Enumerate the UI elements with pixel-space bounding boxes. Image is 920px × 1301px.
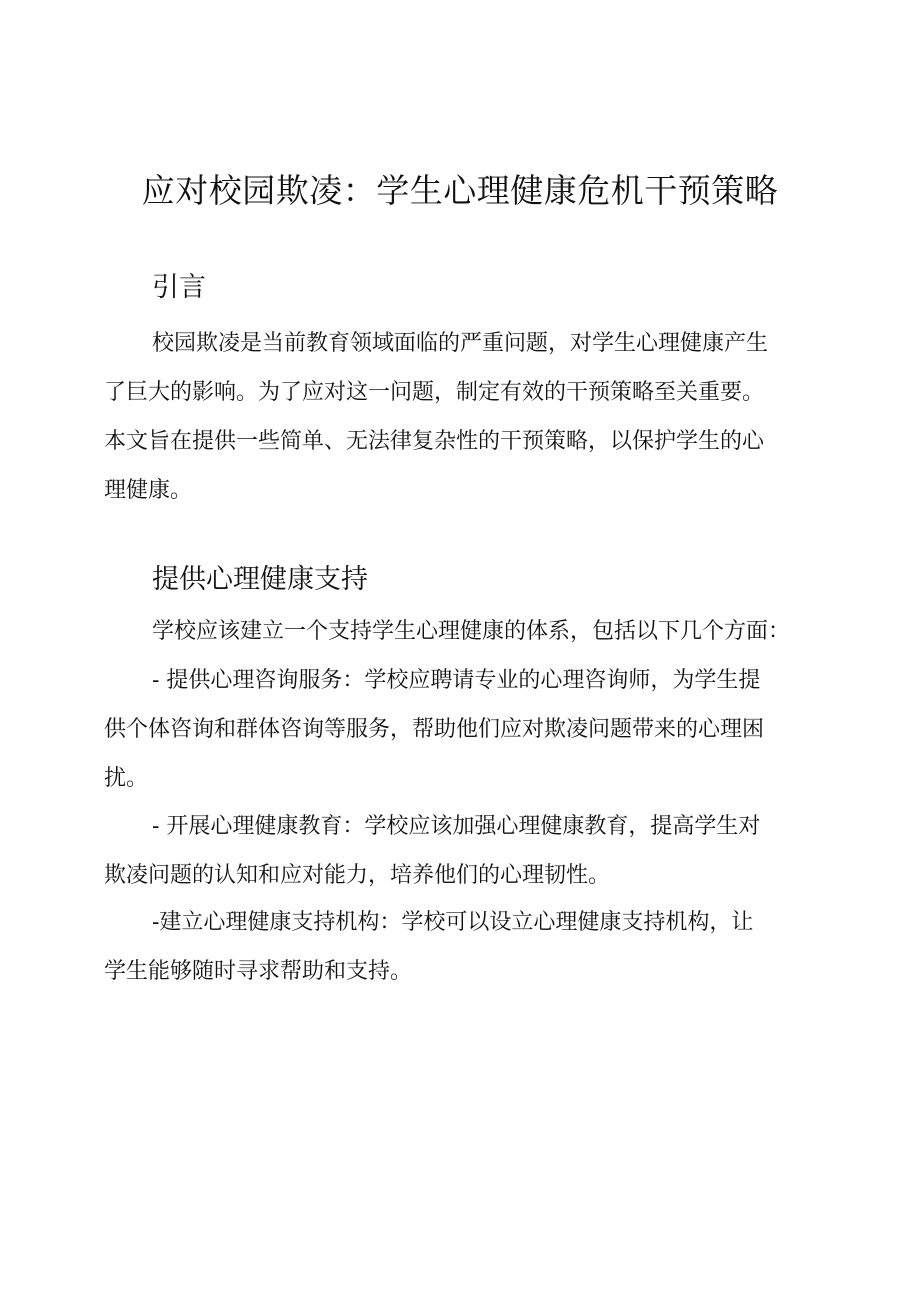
paragraph-line: 欺凌问题的认知和应对能力，培养他们的心理韧性。 xyxy=(104,863,611,888)
list-item-support-institution xyxy=(104,898,824,996)
list-item-counseling xyxy=(104,656,824,803)
paragraph-line: 了巨大的影响。为了应对这一问题，制定有效的干预策略至关重要。 xyxy=(104,380,765,405)
intro-paragraph xyxy=(104,319,824,515)
paragraph-line: 本文旨在提供一些简单、无法律复杂性的干预策略，以保护学生的心 xyxy=(104,429,765,454)
section-heading-introduction: 引言 xyxy=(152,272,206,303)
paragraph-line: 校园欺凌是当前教育领域面临的严重问题，对学生心理健康产生 xyxy=(152,331,769,356)
document-title: 应对校园欺凌：学生心理健康危机干预策略 xyxy=(141,171,779,210)
paragraph-line: 学校应该建立一个支持学生心理健康的体系，包括以下几个方面： xyxy=(152,619,791,644)
paragraph-line: 理健康。 xyxy=(104,478,193,503)
support-intro-paragraph xyxy=(104,607,824,656)
paragraph-line: 供个体咨询和群体咨询等服务，帮助他们应对欺凌问题带来的心理困 xyxy=(104,717,765,742)
paragraph-line: 学生能够随时寻求帮助和支持。 xyxy=(104,959,413,984)
list-item-education xyxy=(104,802,824,900)
paragraph-line: 扰。 xyxy=(104,766,149,791)
paragraph-line: - 开展心理健康教育：学校应该加强心理健康教育，提高学生对 xyxy=(152,814,761,839)
section-heading-mental-health-support: 提供心理健康支持 xyxy=(152,564,368,595)
paragraph-line: -建立心理健康支持机构：学校可以设立心理健康支持机构，让 xyxy=(152,910,754,935)
paragraph-line: - 提供心理咨询服务：学校应聘请专业的心理咨询师，为学生提 xyxy=(152,668,761,693)
